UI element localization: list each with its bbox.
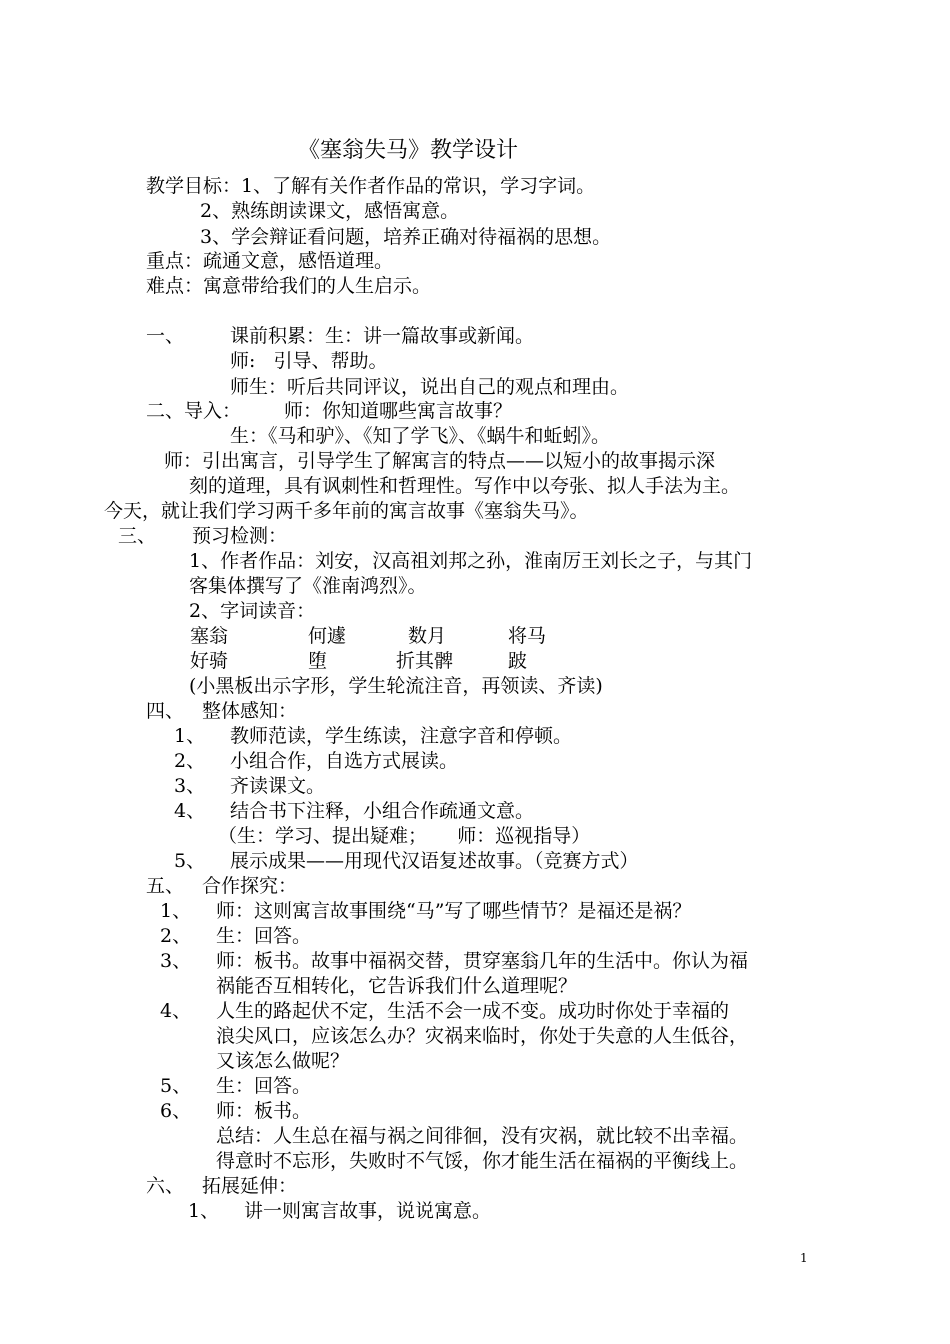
list-item-number: 1、	[188, 1200, 220, 1222]
list-item-number: 5、	[174, 850, 206, 872]
section-2-para-line-3: 今天，就让我们学习两千多年前的寓言故事《塞翁失马》。	[104, 500, 589, 522]
objective-line-1: 教学目标：1、了解有关作者作品的常识，学习字词。	[146, 175, 596, 197]
section-6-heading: 拓展延伸：	[202, 1175, 298, 1197]
list-item-text: 生：回答。	[216, 1075, 312, 1097]
section-2-para-line-2: 刻的道理，具有讽刺性和哲理性。写作中以夸张、拟人手法为主。	[189, 475, 741, 497]
list-item-text: 小组合作，自选方式展读。	[230, 750, 459, 772]
section-3-note: (小黑板出示字形，学生轮流注音，再领读、齐读)	[189, 675, 603, 697]
list-item-number: 1、	[160, 900, 192, 922]
vocab-word: 塞翁	[190, 625, 229, 647]
section-3-item-1-line-1: 1、作者作品：刘安，汉高祖刘邦之孙，淮南厉王刘长之子，与其门	[189, 550, 753, 572]
list-item-text: 齐读课文。	[230, 775, 326, 797]
list-item-number: 3、	[174, 775, 206, 797]
difficulty: 难点：寓意带给我们的人生启示。	[146, 275, 432, 297]
section-5-heading: 合作探究：	[202, 875, 298, 897]
list-item-text: 结合书下注释，小组合作疏通文意。	[230, 800, 535, 822]
vocab-word: 折其髀	[396, 650, 454, 672]
vocab-word: 堕	[308, 650, 328, 672]
list-item-number: 2、	[160, 925, 192, 947]
section-4-number: 四、	[146, 700, 185, 722]
list-item-number: 6、	[160, 1100, 192, 1122]
summary-line-2: 得意时不忘形，失败时不气馁，你才能生活在福祸的平衡线上。	[216, 1150, 749, 1172]
vocab-word: 将马	[508, 625, 547, 647]
list-item-number: 4、	[174, 800, 206, 822]
section-3-item-1-line-2: 客集体撰写了《淮南鸿烈》。	[189, 575, 427, 597]
page-number: 1	[800, 1251, 808, 1265]
section-1-number: 一、	[146, 325, 185, 347]
list-item-number: 3、	[160, 950, 192, 972]
list-item-text: 教师范读，学生练读，注意字音和停顿。	[230, 725, 573, 747]
section-2-answer: 生：《马和驴》、《知了学飞》、《蜗牛和蚯蚓》。	[230, 425, 611, 447]
section-1-line-3: 师生：听后共同评议，说出自己的观点和理由。	[230, 376, 630, 398]
list-item-number: 4、	[160, 1000, 192, 1022]
list-item-number: 1、	[174, 725, 206, 747]
section-1-line-1: 课前积累：生：讲一篇故事或新闻。	[230, 325, 535, 347]
list-item-number: 5、	[160, 1075, 192, 1097]
vocab-word: 跛	[508, 650, 528, 672]
list-item-text: 讲一则寓言故事，说说寓意。	[244, 1200, 492, 1222]
vocab-word: 数月	[408, 625, 447, 647]
vocab-word: 何遽	[308, 625, 347, 647]
section-3-item-2: 2、字词读音：	[189, 600, 316, 622]
list-item-text: 师：板书。	[216, 1100, 312, 1122]
objective-line-2: 2、熟练朗读课文，感悟寓意。	[200, 200, 460, 222]
list-item-text: 又该怎么做呢？	[216, 1050, 350, 1072]
list-item-text: 祸能否互相转化，它告诉我们什么道理呢？	[216, 975, 578, 997]
list-item-text: 生：回答。	[216, 925, 312, 947]
list-item-text: 师：板书。故事中福祸交替，贯穿塞翁几年的生活中。你认为福	[216, 950, 749, 972]
list-item-text: 人生的路起伏不定，生活不会一成不变。成功时你处于幸福的	[216, 1000, 730, 1022]
section-3-heading: 预习检测：	[192, 525, 288, 547]
section-2-heading: 二、导入：	[146, 400, 242, 422]
key-point: 重点：疏通文意，感悟道理。	[146, 250, 394, 272]
vocab-word: 好骑	[190, 650, 229, 672]
section-2-para-line-1: 师：引出寓言，引导学生了解寓言的特点——以短小的故事揭示深	[164, 450, 716, 472]
section-1-line-2: 师: 引导、帮助。	[230, 350, 388, 372]
page-title: 《塞翁失马》教学设计	[298, 138, 519, 163]
section-6-number: 六、	[146, 1175, 185, 1197]
list-item-number: 2、	[174, 750, 206, 772]
section-4-heading: 整体感知：	[202, 700, 298, 722]
list-item-text: 浪尖风口，应该怎么办？灾祸来临时，你处于失意的人生低谷，	[216, 1025, 749, 1047]
list-item-text: 展示成果——用现代汉语复述故事。（竞赛方式）	[230, 850, 639, 872]
section-2-question: 师：你知道哪些寓言故事？	[284, 400, 513, 422]
summary-line-1: 总结：人生总在福与祸之间徘徊，没有灾祸，就比较不出幸福。	[216, 1125, 749, 1147]
section-5-number: 五、	[146, 875, 185, 897]
section-3-number: 三、	[118, 525, 157, 547]
section-4-note: （生：学习、提出疑难； 师：巡视指导）	[218, 825, 591, 847]
list-item-text: 师：这则寓言故事围绕“马”写了哪些情节？是福还是祸？	[216, 900, 692, 922]
objective-line-3: 3、学会辩证看问题，培养正确对待福祸的思想。	[200, 226, 612, 248]
